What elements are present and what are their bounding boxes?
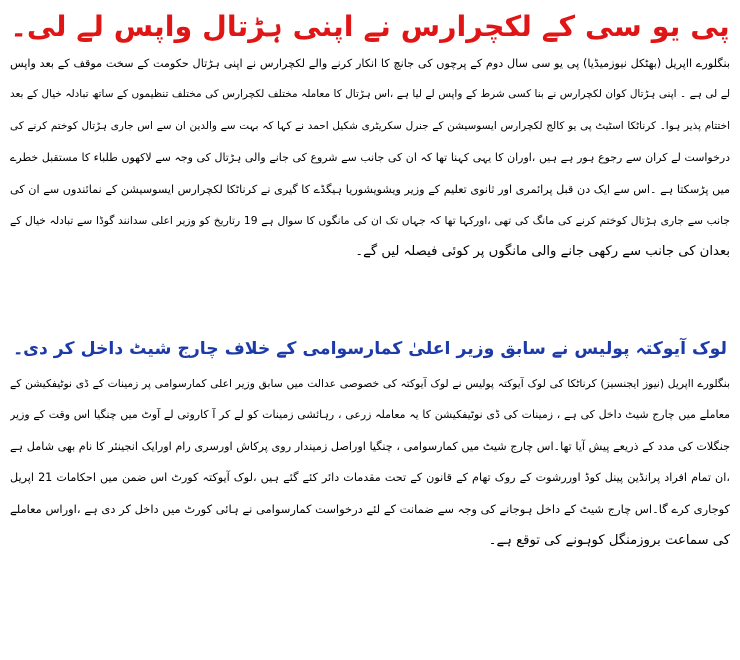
headline-chargesheet: لوک آیوکتہ پولیس نے سابق وزیر اعلیٰ کمارسوامی کے خلاف چارج شیٹ داخل کر دی۔ xyxy=(13,339,727,359)
article-line: لے لی ہے ۔ اپنی ہڑتال کوان لکچرارس نے بنا کسی شرط کے واپس لے لیا ہے ،اس ہڑتال کا معاملہ مختلف لکچرارس کی مختلف تنظیموں کے ساتھ تبادلہ خیال کے بعد xyxy=(10,88,730,101)
article-line: بنگلورے ااپریل (نیوز ایجنسیز) کرناٹکا کی لوک آیوکتہ پولیس نے لوک آیوکتہ کی خصوصی عدالت میں سابق وزیر اعلی کمارسوامی پر زمینات کے ڈی نوٹیفکیشن کے xyxy=(10,377,730,390)
article-line: معاملے میں چارج شیٹ داخل کی ہے ، زمینات کی ڈی نوٹیفکیشن کا یہ معاملہ زرعی ، رہائشی زمینات کو لے کر آ کاروتی لے آوٹ میں چنگیا اس وقت کے وزیر xyxy=(10,408,730,422)
article-lecturers-strike xyxy=(10,48,730,330)
article-chargesheet xyxy=(10,368,730,652)
article-line: کوجاری کرے گا۔اس چارج شیٹ کے داخل ہوجانے کی وجہ سے ضمانت کے لئے درخواست کمارسوامی نے ہائی کورٹ میں داخل کر دی ہے ،اوراس معاملے xyxy=(10,501,730,516)
article-line: اختتام پذیر ہوا۔ کرناٹکا اسٹیٹ پی یو کالج لکچرارس ایسوسیشن کے جنرل سکریٹری شکیل احمد نے کہا کہ بہت سے والدین ان سے اس جاری ہڑتال کوختم کرنے کی xyxy=(10,119,730,132)
article-line: ،ان تمام افراد پرانڈین پینل کوڈ اوررشوت کے روک تھام کے قانون کے تحت مقدمات دائر کئے گئے ہیں ،لوک آیوکتہ کورٹ اس ضمن میں احکامات 21 اپریل xyxy=(10,471,730,485)
article-line: کی سماعت بروزمنگل کوہونے کی توقع ہے۔ xyxy=(488,533,730,549)
article-line: جنگلات کی مدد کے ذریعے پیش آیا تھا۔اس چارج شیٹ میں کمارسوامی ، چنگیا اوراصل زمیندار روی پرکاش اورسری رام اورایک انجینئر کا نام بھی شامل ہے xyxy=(10,439,730,453)
article-line: بنگلورے ااپریل (بھٹکل نیوزمیڈیا) پی یو سی سال دوم کے پرچوں کی جانچ کا انکار کرنے والے لکچرارس نے اپنی ہڑتال حکومت کے سخت موقف کے بعد واپس xyxy=(10,57,730,70)
article-line: میں پڑسکتا ہے ۔اس سے ایک دن قبل پرائمری اور ثانوی تعلیم کے وزیر ویشویشوریا ہیگڈے کا گیری نے کرناٹکا لکچرارس ایسوسیشن کے نمائندوں سے ان کی xyxy=(10,182,730,196)
article-line: بعدان کی جانب سے رکھی جانے والی مانگوں پر کوئی فیصلہ لیں گے۔ xyxy=(355,244,730,260)
headline-lecturers-strike: پی یو سی کے لکچرارس نے اپنی ہڑتال واپس لے لی۔ xyxy=(10,10,730,43)
article-line: جانب سے جاری ہڑتال کوختم کرنے کی مانگ کی تھی ،اورکہا تھا کہ جہاں تک ان کی مانگوں کا سوال ہے 19 رتاریخ کو وزیر اعلی سدانند گوڈا سے تبادلہ خیال کے xyxy=(10,214,730,228)
article-line: درخواست لے کران سے رجوع ہور ہے ہیں ،اوران کا یہی کہنا تھا کہ ان کی جانب سے شروع کی جانے والی ہڑتال کی وجہ سے لاکھوں طلباء کا مستقبل خطرے xyxy=(10,151,730,165)
